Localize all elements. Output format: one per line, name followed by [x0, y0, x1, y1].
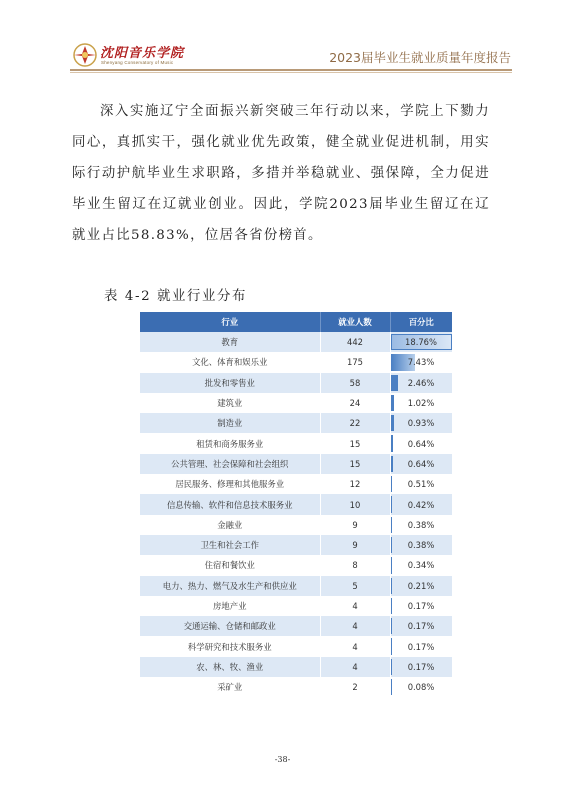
header-divider-thin [70, 72, 512, 73]
count-cell: 2 [320, 677, 390, 697]
table-row [140, 454, 452, 474]
industry-cell: 农、林、牧、渔业 [140, 657, 320, 677]
count-cell: 15 [320, 454, 390, 474]
table-body [140, 332, 452, 697]
table-row [140, 515, 452, 535]
column-header-industry: 行业 [140, 312, 320, 332]
table-row [140, 576, 452, 596]
percent-value: 0.17% [407, 661, 435, 672]
percent-value: 18.76% [405, 337, 437, 348]
percent-data-bar [391, 435, 393, 451]
percent-data-bar [391, 679, 392, 695]
industry-cell: 金融业 [140, 515, 320, 535]
industry-cell: 住宿和餐饮业 [140, 555, 320, 575]
percent-value: 0.38% [407, 519, 435, 530]
table-row [140, 474, 452, 494]
table-header-row [140, 312, 452, 332]
percent-cell [390, 454, 452, 474]
count-cell: 4 [320, 616, 390, 636]
table-row [140, 555, 452, 575]
percent-cell [390, 657, 452, 677]
table-row [140, 373, 452, 393]
count-cell: 12 [320, 474, 390, 494]
percent-cell [390, 352, 452, 372]
percent-cell [390, 555, 452, 575]
count-cell: 4 [320, 596, 390, 616]
percent-cell [390, 373, 452, 393]
industry-cell: 房地产业 [140, 596, 320, 616]
table-row [140, 677, 452, 697]
percent-value: 0.64% [407, 438, 435, 449]
percent-data-bar [391, 456, 393, 472]
table-row [140, 393, 452, 413]
count-cell: 9 [320, 535, 390, 555]
industry-cell: 批发和零售业 [140, 373, 320, 393]
industry-cell: 居民服务、修理和其他服务业 [140, 474, 320, 494]
percent-data-bar [391, 557, 392, 573]
body-paragraph: 深入实施辽宁全面振兴新突破三年行动以来，学院上下勠力同心，真抓实干，强化就业优先政策，健全就业促进机制，用实际行动护航毕业生求职路，多措并举稳就业、强保障，全力促进毕业生留辽在辽就业创业。因此，学院2023届毕业生留辽在辽就业占比58.83%，位居各省份榜首。 [72, 104, 490, 243]
page-header [0, 0, 565, 75]
industry-distribution-table [140, 312, 453, 697]
logo-chinese-name: 沈阳音乐学院 [100, 46, 185, 61]
count-cell: 9 [320, 515, 390, 535]
count-cell: 8 [320, 555, 390, 575]
count-cell: 58 [320, 373, 390, 393]
column-header-percent: 百分比 [390, 312, 452, 332]
percent-cell [390, 535, 452, 555]
percent-value: 0.93% [407, 418, 435, 429]
percent-cell [390, 576, 452, 596]
percent-data-bar [391, 618, 392, 634]
industry-cell: 采矿业 [140, 677, 320, 697]
percent-data-bar [391, 496, 392, 512]
percent-data-bar [391, 517, 392, 533]
percent-data-bar [391, 415, 394, 431]
industry-cell: 电力、热力、燃气及水生产和供应业 [140, 576, 320, 596]
count-cell: 15 [320, 433, 390, 453]
count-cell: 442 [320, 332, 390, 352]
percent-data-bar [391, 375, 399, 391]
college-emblem-icon [72, 42, 98, 68]
page-number: -38- [274, 755, 291, 764]
industry-cell: 卫生和社会工作 [140, 535, 320, 555]
table-row [140, 413, 452, 433]
percent-value: 2.46% [407, 377, 435, 388]
count-cell: 24 [320, 393, 390, 413]
percent-data-bar [391, 659, 392, 675]
logo-english-name: Shenyang Conservatory of Music [101, 60, 174, 65]
report-title: 2023届毕业生就业质量年度报告 [329, 50, 511, 65]
percent-cell [390, 677, 452, 697]
percent-cell [390, 616, 452, 636]
percent-cell [390, 332, 452, 352]
industry-cell: 公共管理、社会保障和社会组织 [140, 454, 320, 474]
percent-data-bar [391, 395, 394, 411]
table-row [140, 494, 452, 514]
table-row [140, 657, 452, 677]
percent-value: 0.34% [407, 560, 435, 571]
percent-data-bar [391, 638, 392, 654]
table-row [140, 433, 452, 453]
industry-cell: 科学研究和技术服务业 [140, 636, 320, 656]
industry-cell: 制造业 [140, 413, 320, 433]
percent-cell [390, 515, 452, 535]
percent-cell [390, 413, 452, 433]
count-cell: 10 [320, 494, 390, 514]
percent-value: 0.42% [407, 499, 435, 510]
count-cell: 4 [320, 636, 390, 656]
table-row [140, 332, 452, 352]
percent-value: 0.21% [407, 580, 435, 591]
table-row [140, 535, 452, 555]
percent-value: 0.64% [407, 458, 435, 469]
percent-cell [390, 636, 452, 656]
column-header-count: 就业人数 [320, 312, 390, 332]
industry-cell: 交通运输、仓储和邮政业 [140, 616, 320, 636]
industry-cell: 文化、体育和娱乐业 [140, 352, 320, 372]
count-cell: 4 [320, 657, 390, 677]
count-cell: 5 [320, 576, 390, 596]
percent-value: 0.51% [407, 479, 435, 490]
table-row [140, 596, 452, 616]
percent-value: 0.17% [407, 641, 435, 652]
table-row [140, 636, 452, 656]
percent-value: 7.43% [407, 357, 435, 368]
percent-data-bar [391, 537, 392, 553]
industry-cell: 信息传输、软件和信息技术服务业 [140, 494, 320, 514]
industry-cell: 租赁和商务服务业 [140, 433, 320, 453]
percent-cell [390, 393, 452, 413]
table-row [140, 616, 452, 636]
percent-value: 0.38% [407, 540, 435, 551]
percent-value: 0.08% [407, 682, 435, 693]
table-caption: 表 4-2 就业行业分布 [104, 289, 248, 304]
percent-data-bar [391, 598, 392, 614]
percent-cell [390, 596, 452, 616]
count-cell: 22 [320, 413, 390, 433]
industry-cell: 教育 [140, 332, 320, 352]
percent-value: 1.02% [407, 398, 435, 409]
percent-cell [390, 494, 452, 514]
percent-cell [390, 474, 452, 494]
table-row [140, 352, 452, 372]
count-cell: 175 [320, 352, 390, 372]
percent-cell [390, 433, 452, 453]
percent-value: 0.17% [407, 601, 435, 611]
percent-data-bar [391, 578, 392, 594]
percent-data-bar [391, 476, 393, 492]
percent-value: 0.17% [407, 621, 435, 632]
header-divider [70, 69, 512, 71]
industry-cell: 建筑业 [140, 393, 320, 413]
